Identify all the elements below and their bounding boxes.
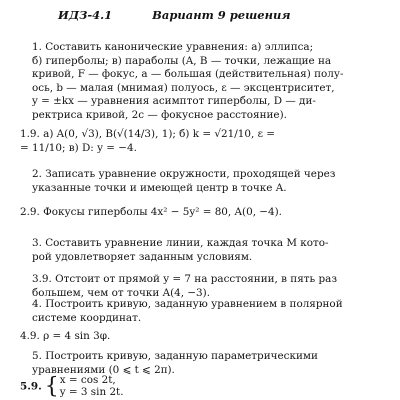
exercise-3-9 — [20, 273, 400, 300]
task-5-line: 5. Построить кривую, заданную параметрическими — [32, 350, 318, 362]
task-1-line: ось, b — малая (мнимая) полуось, ε — эксцентриситет, — [32, 81, 335, 94]
exercise-1-9-line: 1.9. а) A(0, √3), B(√(14/3), 1); б) k = √21/10, ε = — [20, 128, 275, 140]
task-1-line: y = ±kx — уравнения асимптот гиперболы, D — ди- — [32, 95, 316, 108]
task-1-line: б) гиперболы; в) параболы (A, B — точки, лежащие на — [32, 54, 332, 67]
exercise-3-9-line: большем, чем от точки A(4, −3). — [32, 286, 211, 299]
header-title: ИДЗ-4.1 — [58, 8, 113, 22]
task-4-line: 4. Построить кривую, заданную уравнением в полярной — [32, 298, 343, 310]
exercise-5-9-label: 5.9. — [20, 380, 42, 393]
task-3-text — [20, 237, 400, 264]
task-4-text — [20, 298, 400, 325]
header-variant: Вариант 9 решения — [152, 8, 291, 22]
exercise-2-9-line: 2.9. Фокусы гиперболы 4x² − 5y² = 80, A(0, −4). — [20, 206, 282, 218]
exercise-1-9 — [20, 128, 392, 155]
task-2-text — [20, 168, 400, 195]
task-5-line: уравнениями (0 ⩽ t ⩽ 2π). — [32, 363, 175, 376]
parametric-equation-y: y = 3 sin 2t. — [59, 385, 124, 398]
task-4-line: системе координат. — [32, 311, 142, 324]
task-2-line: указанные точки и имеющей центр в точке A. — [32, 181, 287, 194]
exercise-5-9 — [20, 375, 392, 398]
exercise-1-9-line: = 11/10; в) D: y = −4. — [20, 141, 137, 154]
task-1-line: ректриса кривой, 2c — фокусное расстояние). — [32, 108, 287, 121]
exercise-2-9 — [20, 206, 392, 220]
parametric-equation-x: x = cos 2t, — [59, 374, 116, 386]
task-3-line: рой удовлетворяет заданным условиям. — [32, 250, 253, 263]
task-1-line: кривой, F — фокус, a — большая (действительная) полу- — [32, 68, 344, 81]
page-header — [58, 8, 291, 22]
exercise-4-9 — [20, 330, 392, 344]
task-3-line: 3. Составить уравнение линии, каждая точка M кото- — [32, 237, 329, 249]
parametric-system — [60, 375, 124, 398]
system-brace: { — [44, 373, 59, 399]
task-1-text — [20, 41, 400, 123]
exercise-4-9-line: 4.9. ρ = 4 sin 3φ. — [20, 330, 111, 342]
task-2-line: 2. Записать уравнение окружности, проходящей через — [32, 168, 336, 180]
task-1-line: 1. Составить канонические уравнения: а) эллипса; — [32, 41, 314, 53]
exercise-3-9-line: 3.9. Отстоит от прямой y = 7 на расстоянии, в пять раз — [32, 273, 338, 285]
